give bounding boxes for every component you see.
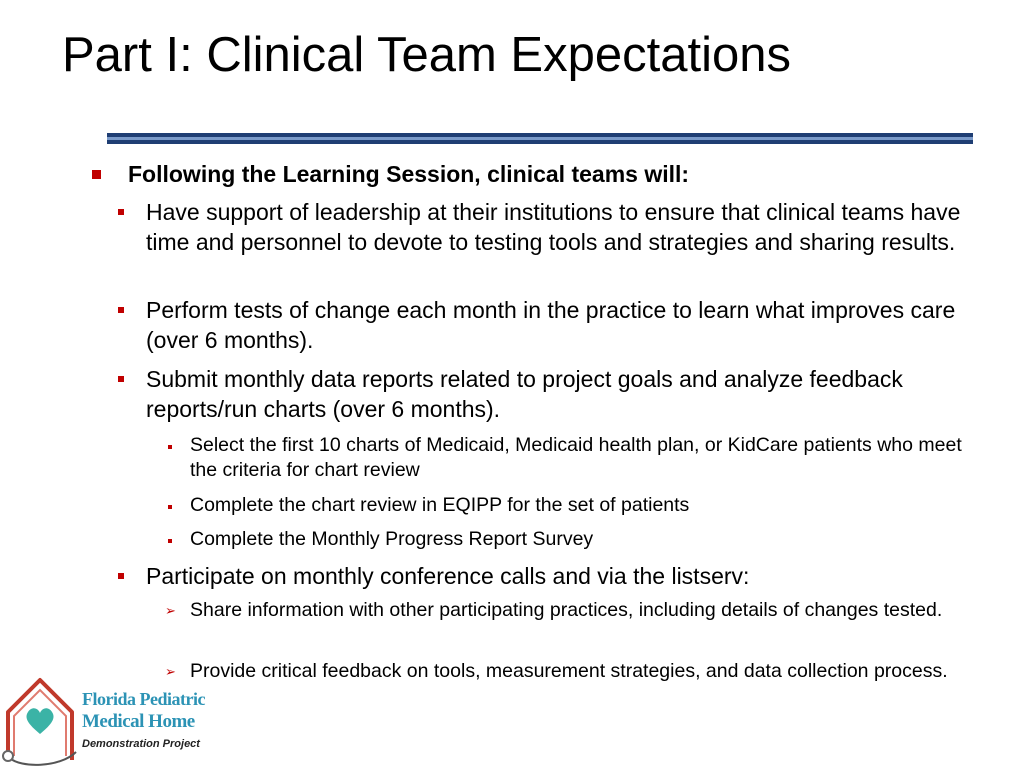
list-subitem: ➢ Provide critical feedback on tools, measurement strategies, and data collection process. — [165, 660, 948, 682]
slide-title: Part I: Clinical Team Expectations — [62, 28, 791, 82]
list-subitem: Complete the Monthly Progress Report Survey — [190, 527, 980, 552]
list-item: Have support of leadership at their institutions to ensure that clinical teams have time and personnel to devote to testing tools and strategies and sharing results. — [146, 197, 976, 257]
list-item: Participate on monthly conference calls and via the listserv: — [146, 561, 976, 591]
logo-line-2: Medical Home — [82, 711, 195, 732]
small-square-bullet-icon — [168, 505, 172, 509]
arrow-bullet-icon: ➢ — [165, 664, 176, 679]
title-divider — [107, 133, 973, 144]
list-subitem: Select the first 10 charts of Medicaid, Medicaid health plan, or KidCare patients who meet the criteria for chart review — [190, 433, 980, 483]
small-square-bullet-icon — [168, 445, 172, 449]
arrow-bullet-icon: ➢ — [165, 603, 176, 618]
bullet-heading: Following the Learning Session, clinical teams will: — [128, 158, 689, 190]
square-bullet-icon — [118, 376, 124, 382]
list-item: Submit monthly data reports related to project goals and analyze feedback reports/run charts (over 6 months). — [146, 364, 976, 424]
logo-line-1: Florida Pediatric — [82, 689, 205, 709]
square-bullet-icon — [92, 170, 101, 179]
list-subitem: ➢ Share information with other participating practices, including details of changes tested. — [165, 599, 943, 621]
logo-line-3: Demonstration Project — [82, 738, 200, 750]
square-bullet-icon — [118, 573, 124, 579]
list-item: Perform tests of change each month in the practice to learn what improves care (over 6 months). — [146, 295, 976, 355]
small-square-bullet-icon — [168, 539, 172, 543]
list-subitem: Complete the chart review in EQIPP for the set of patients — [190, 493, 980, 518]
square-bullet-icon — [118, 307, 124, 313]
square-bullet-icon — [118, 209, 124, 215]
